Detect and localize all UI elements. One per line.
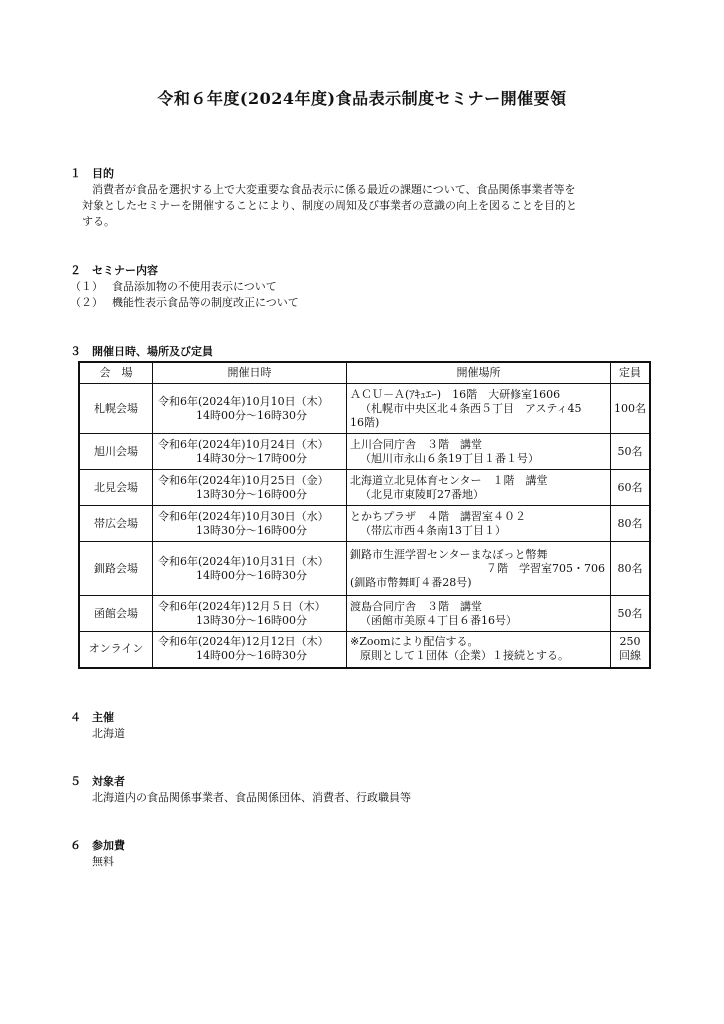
- place-address: （札幌市中央区北４条西５丁目 アスティ45: [360, 401, 582, 415]
- capacity-cell: 80名: [611, 542, 651, 596]
- section-body: 北海道内の食品関係事業者、食品関係団体、消費者、行政職員等: [92, 791, 411, 804]
- content-item: [70, 279, 299, 295]
- section-body: 無料: [92, 855, 114, 868]
- table-row: [79, 506, 650, 542]
- time-text: 14時00分～16時30分: [196, 568, 307, 582]
- venue-cell: 帯広会場: [79, 506, 153, 542]
- section-title: 参加費: [92, 839, 125, 852]
- section-purpose: [70, 166, 660, 230]
- date-text: 令和6年(2024年)12月５日（木）: [158, 599, 326, 613]
- section-schedule: [70, 344, 213, 360]
- time-text: 13時30分～16時00分: [196, 613, 307, 627]
- place-cell: [347, 506, 611, 542]
- place-address: （旭川市永山６条19丁目１番１号）: [360, 451, 539, 465]
- datetime-cell: [153, 434, 347, 470]
- date-text: 令和6年(2024年)10月31日（木）: [158, 554, 329, 568]
- purpose-text: [70, 182, 660, 230]
- item-text: 機能性表示食品等の制度改正について: [112, 296, 299, 309]
- table-row: [79, 542, 650, 596]
- column-header: 会 場: [79, 362, 153, 384]
- time-text: 13時30分～16時00分: [196, 523, 307, 537]
- venue-cell: 釧路会場: [79, 542, 153, 596]
- table-row: [79, 596, 650, 632]
- table-row: [79, 434, 650, 470]
- time-text: 14時30分～17時00分: [196, 451, 307, 465]
- date-text: 令和6年(2024年)10月10日（木）: [158, 394, 329, 408]
- datetime-cell: [153, 470, 347, 506]
- schedule-table: [78, 361, 651, 669]
- table-row: [79, 384, 650, 434]
- document-title: 令和６年度(2024年度)食品表示制度セミナー開催要領: [157, 89, 567, 108]
- column-header: 定員: [611, 362, 651, 384]
- capacity-number: 250: [619, 635, 641, 649]
- place-name: とかちプラザ ４階 講習室４０２: [350, 509, 526, 523]
- purpose-line: 消費者が食品を選択する上で大変重要な食品表示に係る最近の課題について、食品関係事業者等を: [92, 183, 576, 196]
- place-address: （帯広市西４条南13丁目１）: [360, 523, 506, 537]
- purpose-line: する。: [82, 215, 115, 228]
- purpose-line: 対象としたセミナーを開催することにより、制度の周知及び事業者の意識の向上を図ることを目的と: [82, 199, 577, 212]
- table-row: [79, 632, 650, 668]
- content-item: [70, 295, 299, 311]
- datetime-cell: [153, 542, 347, 596]
- section-number: ２: [70, 264, 81, 277]
- place-cell: [347, 542, 611, 596]
- time-text: 13時30分～16時00分: [196, 487, 307, 501]
- place-room: ７階 学習室705・706: [486, 561, 605, 575]
- section-number: １: [70, 167, 81, 180]
- place-address: （北見市東陵町27番地）: [360, 487, 484, 501]
- capacity-cell: 50名: [611, 434, 651, 470]
- place-address: (釧路市幣舞町４番28号): [350, 575, 472, 589]
- section-body: 北海道: [92, 727, 125, 740]
- time-text: 14時00分～16時30分: [196, 649, 307, 663]
- venue-cell: 旭川会場: [79, 434, 153, 470]
- section-number: ６: [70, 839, 81, 852]
- section-number: ３: [70, 345, 81, 358]
- place-name: 釧路市生涯学習センターまなぼっと幣舞: [350, 547, 548, 561]
- place-address: 16階): [350, 415, 380, 429]
- place-note: ※Zoomにより配信する。: [350, 635, 479, 649]
- capacity-cell: 100名: [611, 384, 651, 434]
- capacity-cell: 80名: [611, 506, 651, 542]
- place-name: 上川合同庁舎 ３階 講堂: [350, 437, 482, 451]
- place-cell: [347, 384, 611, 434]
- table-row: [79, 470, 650, 506]
- capacity-cell: 60名: [611, 470, 651, 506]
- section-title: 対象者: [92, 775, 125, 788]
- section-title: 目的: [92, 167, 114, 180]
- section-audience: [70, 774, 411, 806]
- date-text: 令和6年(2024年)12月12日（木）: [158, 635, 329, 649]
- place-name: 渡島合同庁舎 ３階 講堂: [350, 599, 482, 613]
- place-name: ＡＣＵ－Ａ(ｱｷｭｴｰ) 16階 大研修室1606: [350, 387, 561, 401]
- place-cell: [347, 470, 611, 506]
- place-note: 原則として１団体（企業）１接続とする。: [360, 649, 569, 663]
- venue-cell: 函館会場: [79, 596, 153, 632]
- date-text: 令和6年(2024年)10月30日（水）: [158, 509, 329, 523]
- place-cell: [347, 596, 611, 632]
- section-title: 開催日時、場所及び定員: [92, 345, 213, 358]
- place-cell: [347, 434, 611, 470]
- section-sponsor: [70, 710, 125, 742]
- section-number: ５: [70, 775, 81, 788]
- place-cell: [347, 632, 611, 668]
- section-heading: [70, 774, 411, 790]
- section-heading: [70, 838, 125, 854]
- place-name: 北海道立北見体育センター １階 講堂: [350, 473, 548, 487]
- column-header: 開催場所: [347, 362, 611, 384]
- column-header: 開催日時: [153, 362, 347, 384]
- venue-cell: 札幌会場: [79, 384, 153, 434]
- date-text: 令和6年(2024年)10月24日（木）: [158, 437, 329, 451]
- section-content: [70, 263, 299, 311]
- section-fee: [70, 838, 125, 870]
- datetime-cell: [153, 632, 347, 668]
- capacity-cell: [611, 632, 651, 668]
- section-title: 主催: [92, 711, 114, 724]
- date-text: 令和6年(2024年)10月25日（金）: [158, 473, 329, 487]
- section-heading: [70, 166, 660, 182]
- section-title: セミナー内容: [92, 264, 158, 277]
- table-header-row: [79, 362, 650, 384]
- place-address: （函館市美原４丁目６番16号）: [360, 613, 517, 627]
- time-text: 14時00分～16時30分: [196, 408, 307, 422]
- section-heading: [70, 710, 125, 726]
- venue-cell: オンライン: [79, 632, 153, 668]
- item-number: （１）: [70, 280, 103, 293]
- item-text: 食品添加物の不使用表示について: [112, 280, 277, 293]
- section-number: ４: [70, 711, 81, 724]
- section-heading: [70, 344, 213, 360]
- datetime-cell: [153, 384, 347, 434]
- capacity-cell: 50名: [611, 596, 651, 632]
- datetime-cell: [153, 506, 347, 542]
- section-heading: [70, 263, 299, 279]
- capacity-unit: 回線: [619, 649, 641, 663]
- datetime-cell: [153, 596, 347, 632]
- item-number: （２）: [70, 296, 103, 309]
- venue-cell: 北見会場: [79, 470, 153, 506]
